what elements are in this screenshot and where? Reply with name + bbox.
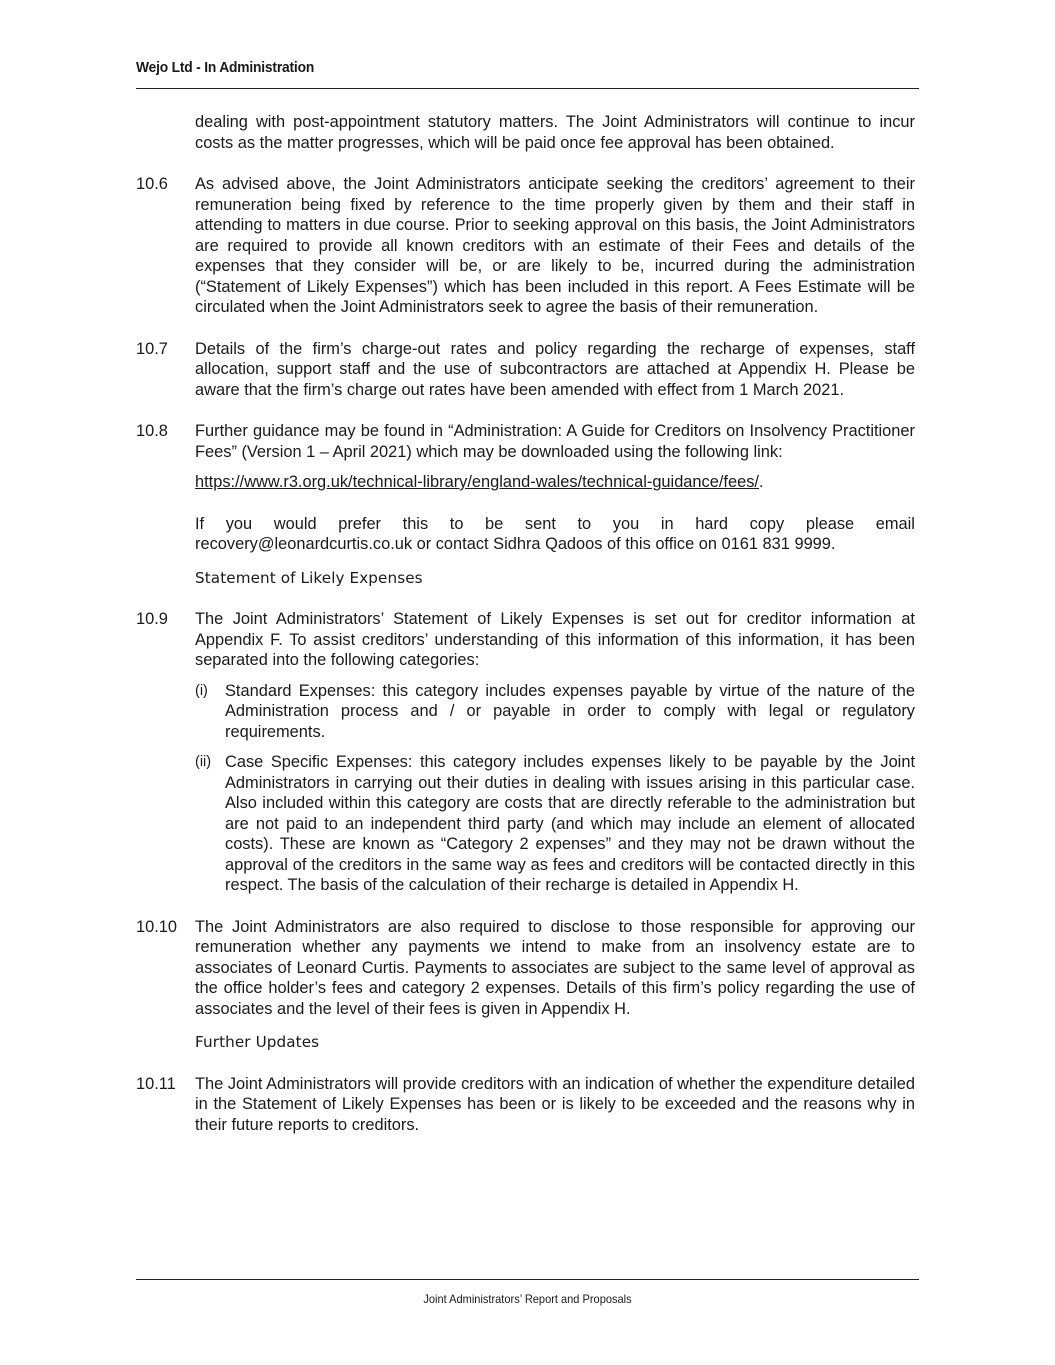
hard-copy-word: to: [449, 514, 464, 533]
hard-copy-word: would: [273, 514, 317, 533]
paragraph-10-8: [136, 421, 915, 462]
hard-copy-word: hard: [695, 514, 728, 533]
paragraph-number: 10.8: [136, 422, 168, 440]
hard-copy-word: sent: [524, 514, 556, 533]
subitem-case-specific-expenses: [195, 752, 915, 896]
paragraph-10-6: [136, 174, 915, 318]
guidance-link-line: [195, 472, 915, 493]
hard-copy-word: email: [875, 514, 915, 533]
document-footer: Joint Administrators’ Report and Proposals: [423, 1292, 632, 1306]
section-heading-likely-expenses: Statement of Likely Expenses: [195, 568, 423, 587]
hard-copy-word: If: [195, 514, 205, 533]
link-trailing-period: .: [758, 473, 764, 491]
paragraph-text: The Joint Administrators’ Statement of Likely Expenses is set out for creditor information at Appendix F. To assist creditors’ understanding of this information of this information, it has been separated into the following categories:: [195, 610, 915, 669]
subitem-standard-expenses: [195, 681, 915, 743]
paragraph-text: Further guidance may be found in “Administration: A Guide for Creditors on Insolvency Practitioner Fees” (Version 1 – April 2021) which may be downloaded using the following link:: [195, 422, 915, 461]
document-header-title: Wejo Ltd - In Administration: [136, 59, 315, 76]
paragraph-number: 10.10: [136, 917, 178, 936]
paragraph-10-11: [136, 1074, 915, 1136]
hard-copy-paragraph: [195, 514, 915, 555]
paragraph-number: 10.6: [136, 175, 168, 193]
subitem-text: Case Specific Expenses: this category includes expenses likely to be payable by the Joint Administrators in carrying out their duties in dealing with issues arising in this particular case. Also included within this category are costs that are directly referable to the administration but are not paid to an independent third party (and which may include an element of allocated costs). These are known as “Category 2 expenses” and they may not be drawn without the approval of the creditors in the same way as fees and creditors will be contacted directly in this respect. The basis of the calculation of their recharge is detailed in Appendix H.: [225, 753, 915, 894]
paragraph-text: As advised above, the Joint Administrators anticipate seeking the creditors’ agreement to their remuneration being fixed by reference to the time properly given by them and their staff in attending to matters in due course. Prior to seeking approval on this basis, the Joint Administrators are required to provide all known creditors with an estimate of their Fees and details of the expenses that they consider will be, or are likely to be, incurred during the administration (“Statement of Likely Expenses”) which has been included in this report. A Fees Estimate will be circulated when the Joint Administrators seek to agree the basis of their remuneration.: [195, 175, 915, 316]
r3-guidance-link[interactable]: https://www.r3.org.uk/technical-library/england-wales/technical-guidance/fees/: [195, 473, 759, 491]
subitem-number: (i): [195, 682, 208, 699]
footer-divider: [136, 1279, 919, 1280]
paragraph-number: 10.9: [136, 610, 168, 628]
paragraph-text: The Joint Administrators are also required to disclose to those responsible for approving our remuneration whether any payments we intend to make from an insolvency estate are to associates of Leonard Curtis. Payments to associates are subject to the same level of approval as the office holder’s fees and category 2 expenses. Details of this firm’s policy regarding the use of associates and the level of their fees is given in Appendix H.: [195, 917, 915, 1018]
continuation-paragraph: dealing with post-appointment statutory matters. The Joint Administrators will continue to incur costs as the matter progresses, which will be paid once fee approval has been obtained.: [195, 113, 915, 152]
paragraph-number: 10.11: [136, 1074, 176, 1093]
paragraph-text: The Joint Administrators will provide creditors with an indication of whether the expenditure detailed in the Statement of Likely Expenses has been or is likely to be exceeded and the reasons why in their future reports to creditors.: [195, 1074, 915, 1134]
paragraph-10-7: [136, 339, 915, 401]
paragraph-10-10: [136, 917, 915, 1020]
hard-copy-second-line: recovery@leonardcurtis.co.uk or contact Sidhra Qadoos of this office on 0161 831 9999.: [195, 535, 836, 553]
hard-copy-word: to: [577, 514, 592, 533]
hard-copy-word: be: [485, 514, 504, 533]
subitem-text: Standard Expenses: this category includes expenses payable by virtue of the nature of the Administration process and / or payable in order to comply with legal or regulatory requirements.: [225, 681, 915, 741]
hard-copy-word: please: [805, 514, 855, 533]
section-heading-further-updates: Further Updates: [195, 1033, 320, 1051]
hard-copy-word: you: [225, 514, 253, 533]
header-divider: [136, 88, 919, 89]
paragraph-text: Details of the firm’s charge-out rates and policy regarding the recharge of expenses, staff allocation, support staff and the use of subcontractors are attached at Appendix H. Please be aware that the firm’s charge out rates have been amended with effect from 1 March 2021.: [195, 339, 915, 399]
hard-copy-word: prefer: [338, 514, 382, 533]
document-body: [136, 112, 915, 1135]
hard-copy-word: in: [660, 514, 674, 533]
hard-copy-word: copy: [749, 514, 785, 533]
subitem-number: (ii): [195, 754, 212, 770]
paragraph-10-9: [136, 609, 915, 671]
hard-copy-word: this: [402, 514, 429, 533]
hard-copy-first-line: [195, 514, 915, 535]
paragraph-number: 10.7: [136, 339, 168, 358]
hard-copy-word: you: [612, 514, 640, 533]
